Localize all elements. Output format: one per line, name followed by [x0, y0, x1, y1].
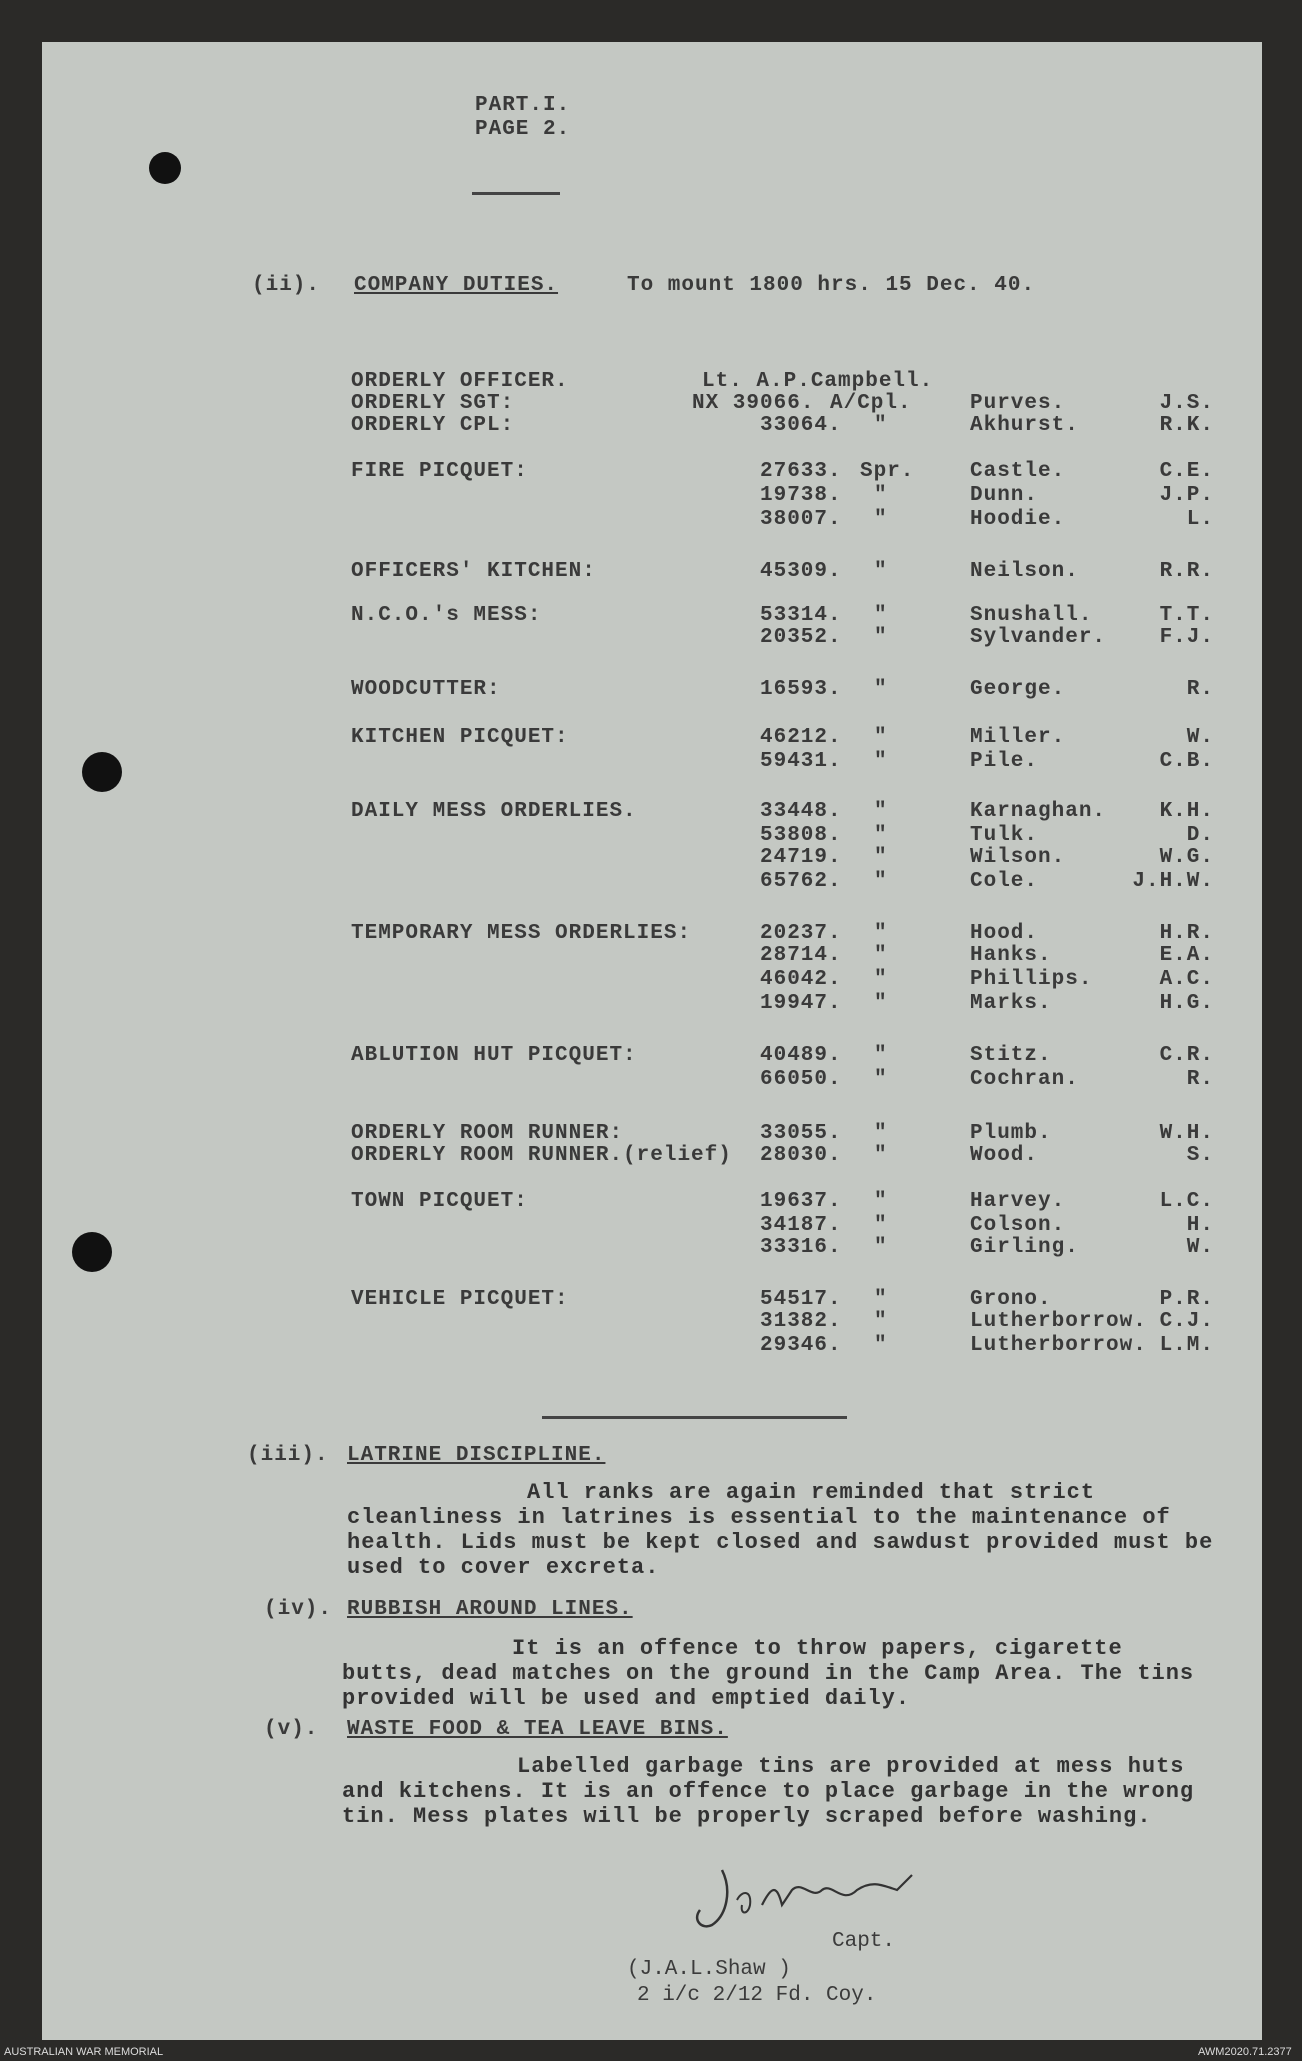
member-initials: J.H.W. [1132, 870, 1214, 893]
member-name: Plumb. [970, 1122, 1052, 1145]
service-number: 53808. [760, 824, 842, 847]
document-page [42, 42, 1262, 2040]
member-name: Hood. [970, 922, 1039, 945]
member-initials: T.T. [1159, 604, 1214, 627]
member-name: Dunn. [970, 484, 1039, 507]
member-initials: L.M. [1159, 1334, 1214, 1357]
service-number: 19637. [760, 1190, 842, 1213]
duty-label: DAILY MESS ORDERLIES. [351, 800, 637, 823]
rank: " [874, 922, 888, 945]
member-initials: H.R. [1159, 922, 1214, 945]
member-initials: H. [1186, 1214, 1214, 1237]
member-name: Akhurst. [970, 414, 1079, 437]
service-number: 38007. [760, 508, 842, 531]
member-initials: C.R. [1159, 1044, 1214, 1067]
rank: " [874, 1334, 888, 1357]
rank: " [874, 604, 888, 627]
rank: " [874, 1068, 888, 1091]
rank: " [874, 1236, 888, 1259]
section-iv-body: It is an offence to throw papers, cigarette butts, dead matches on the ground in the Camp Area. The tins provided will be used and emptied daily. [342, 1636, 1195, 1711]
service-number: 53314. [760, 604, 842, 627]
member-name: Cole. [970, 870, 1039, 893]
member-initials: J.S. [1159, 392, 1214, 415]
page-heading: PAGE 2. [475, 118, 571, 141]
service-number: 46042. [760, 968, 842, 991]
rank: " [874, 560, 888, 583]
member-initials: J.P. [1159, 484, 1214, 507]
service-number: 59431. [760, 750, 842, 773]
member-name: Lutherborrow. [970, 1310, 1147, 1333]
duty-label: FIRE PICQUET: [351, 460, 528, 483]
rank: " [874, 508, 888, 531]
part-heading: PART.I. [475, 94, 571, 117]
service-number: 40489. [760, 1044, 842, 1067]
service-number: 19947. [760, 992, 842, 1015]
duty-label: TEMPORARY MESS ORDERLIES: [351, 922, 692, 945]
duty-label: ORDERLY OFFICER. [351, 370, 569, 393]
duty-label: WOODCUTTER: [351, 678, 501, 701]
member-initials: R. [1186, 678, 1214, 701]
member-name: Hoodie. [970, 508, 1066, 531]
duty-label: ORDERLY CPL: [351, 414, 515, 437]
rank: " [874, 750, 888, 773]
duty-label: ORDERLY ROOM RUNNER: [351, 1122, 624, 1145]
member-initials: E.A. [1159, 944, 1214, 967]
rank: Spr. [860, 460, 915, 483]
member-name: Lutherborrow. [970, 1334, 1147, 1357]
rank: " [874, 1288, 888, 1311]
member-initials: H.G. [1159, 992, 1214, 1015]
service-number: 28030. [760, 1144, 842, 1167]
signature-position: 2 i/c 2/12 Fd. Coy. [637, 1984, 877, 2007]
section-ii-title: COMPANY DUTIES. [354, 274, 559, 297]
rank: " [874, 846, 888, 869]
rank: " [874, 870, 888, 893]
member-initials: A.C. [1159, 968, 1214, 991]
section-iii-number: (iii). [247, 1444, 329, 1467]
service-number: NX 39066. [692, 392, 815, 415]
member-initials: S. [1186, 1144, 1214, 1167]
member-name: Grono. [970, 1288, 1052, 1311]
member-initials: C.J. [1159, 1310, 1214, 1333]
member-initials: R. [1186, 1068, 1214, 1091]
duty-label: ORDERLY SGT: [351, 392, 515, 415]
service-number: 33448. [760, 800, 842, 823]
member-initials: D. [1186, 824, 1214, 847]
rank: " [874, 726, 888, 749]
member-initials: W. [1186, 726, 1214, 749]
member-name: Purves. [970, 392, 1066, 415]
rank: " [874, 678, 888, 701]
section-ii-mount: To mount 1800 hrs. 15 Dec. 40. [627, 274, 1036, 297]
member-name: Cochran. [970, 1068, 1079, 1091]
punch-hole-bottom [72, 1232, 112, 1272]
service-number: 28714. [760, 944, 842, 967]
member-name: George. [970, 678, 1066, 701]
duty-label: VEHICLE PICQUET: [351, 1288, 569, 1311]
member-initials: L.C. [1159, 1190, 1214, 1213]
section-iv-number: (iv). [264, 1598, 333, 1621]
service-number: 29346. [760, 1334, 842, 1357]
member-name: Pile. [970, 750, 1039, 773]
rank: " [874, 1144, 888, 1167]
member-initials: C.B. [1159, 750, 1214, 773]
rank: " [874, 1122, 888, 1145]
rank: " [874, 484, 888, 507]
duty-label: OFFICERS' KITCHEN: [351, 560, 596, 583]
service-number: 20237. [760, 922, 842, 945]
service-number: 33064. [760, 414, 842, 437]
rank: " [874, 992, 888, 1015]
rank: " [874, 968, 888, 991]
service-number: 27633. [760, 460, 842, 483]
member-initials: R.R. [1159, 560, 1214, 583]
member-initials: L. [1186, 508, 1214, 531]
service-number: 54517. [760, 1288, 842, 1311]
member-name: Wood. [970, 1144, 1039, 1167]
member-name: Colson. [970, 1214, 1066, 1237]
section-v-number: (v). [264, 1718, 319, 1741]
rank: " [874, 626, 888, 649]
signature-rank: Capt. [832, 1930, 896, 1953]
duty-label: ABLUTION HUT PICQUET: [351, 1044, 637, 1067]
member-name: Hanks. [970, 944, 1052, 967]
service-number: 65762. [760, 870, 842, 893]
section-iii-title: LATRINE DISCIPLINE. [347, 1444, 606, 1467]
section-iii-body: All ranks are again reminded that strict cleanliness in latrines is essential to the maintenance of health. Lids must be kept closed and sawdust provided must be used to cover excreta. [347, 1480, 1214, 1580]
service-number: 45309. [760, 560, 842, 583]
section-ii-number: (ii). [252, 274, 321, 297]
signature-name: (J.A.L.Shaw ) [627, 1958, 791, 1981]
member-initials: F.J. [1159, 626, 1214, 649]
service-number: 33055. [760, 1122, 842, 1145]
member-initials: W.H. [1159, 1122, 1214, 1145]
punch-hole-top [149, 152, 181, 184]
service-number: 66050. [760, 1068, 842, 1091]
member-name: Neilson. [970, 560, 1079, 583]
member-name: Phillips. [970, 968, 1093, 991]
header-underline [472, 192, 560, 195]
footer-left: AUSTRALIAN WAR MEMORIAL [4, 2046, 164, 2058]
service-number: 34187. [760, 1214, 842, 1237]
member-name: Castle. [970, 460, 1066, 483]
rank: " [874, 1310, 888, 1333]
member-name: Sylvander. [970, 626, 1107, 649]
member-initials: W.G. [1159, 846, 1214, 869]
duty-label: N.C.O.'s MESS: [351, 604, 542, 627]
member-name: Snushall. [970, 604, 1093, 627]
rank: " [874, 1190, 888, 1213]
service-number: 19738. [760, 484, 842, 507]
member-initials: W. [1186, 1236, 1214, 1259]
member-name: Stitz. [970, 1044, 1052, 1067]
rank: " [874, 824, 888, 847]
rank: " [874, 414, 888, 437]
duty-label: KITCHEN PICQUET: [351, 726, 569, 749]
member-name: Tulk. [970, 824, 1039, 847]
duty-label: TOWN PICQUET: [351, 1190, 528, 1213]
section-v-body: Labelled garbage tins are provided at mess huts and kitchens. It is an offence to place garbage in the wrong tin. Mess plates will be properly scraped before washing. [342, 1754, 1195, 1829]
member-initials: R.K. [1159, 414, 1214, 437]
section-iv-title: RUBBISH AROUND LINES. [347, 1598, 633, 1621]
member-name: Girling. [970, 1236, 1079, 1259]
member-name: Marks. [970, 992, 1052, 1015]
rank: " [874, 944, 888, 967]
service-number: 46212. [760, 726, 842, 749]
service-number: 20352. [760, 626, 842, 649]
member-name: Wilson. [970, 846, 1066, 869]
service-number: 16593. [760, 678, 842, 701]
service-number: Lt. A.P.Campbell. [702, 370, 934, 393]
footer-right: AWM2020.71.2377 [1198, 2046, 1292, 2058]
duty-label: ORDERLY ROOM RUNNER.(relief) [351, 1144, 732, 1167]
member-initials: K.H. [1159, 800, 1214, 823]
member-name: Miller. [970, 726, 1066, 749]
rank: " [874, 1044, 888, 1067]
service-number: 31382. [760, 1310, 842, 1333]
member-initials: P.R. [1159, 1288, 1214, 1311]
rank: " [874, 800, 888, 823]
handwritten-signature [682, 1860, 962, 1940]
punch-hole-middle [82, 752, 122, 792]
service-number: 24719. [760, 846, 842, 869]
section-v-title: WASTE FOOD & TEA LEAVE BINS. [347, 1718, 728, 1741]
service-number: 33316. [760, 1236, 842, 1259]
rank: " [874, 1214, 888, 1237]
rank: A/Cpl. [830, 392, 912, 415]
member-name: Harvey. [970, 1190, 1066, 1213]
section-divider [542, 1416, 847, 1419]
member-name: Karnaghan. [970, 800, 1107, 823]
member-initials: C.E. [1159, 460, 1214, 483]
